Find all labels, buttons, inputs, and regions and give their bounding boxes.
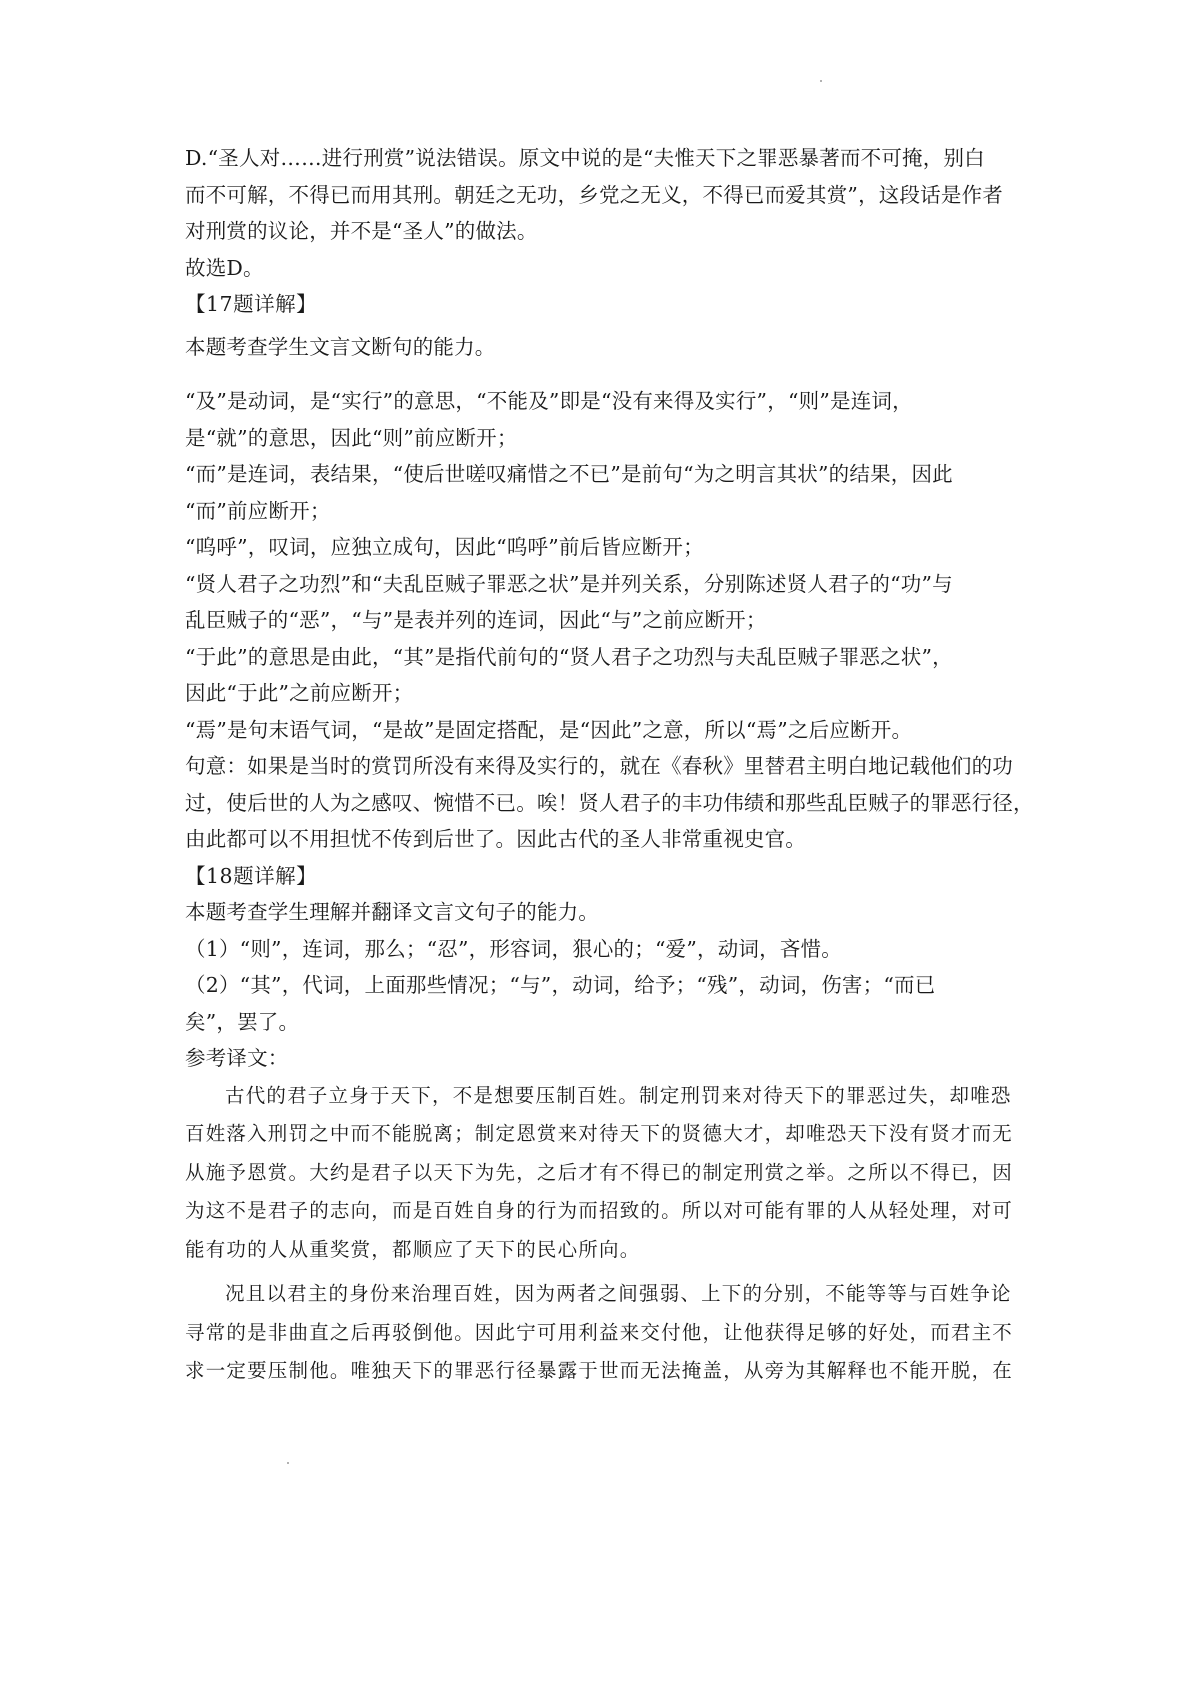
q18-section bbox=[185, 858, 1025, 1041]
text-line: （2）“其”，代词，上面那些情况；“与”，动词，给予；“残”，动词，伤害；“而已 bbox=[185, 973, 936, 997]
text-line: 对刑赏的议论，并不是“圣人”的做法。 bbox=[185, 219, 538, 243]
text-line: “而”是连词，表结果，“使后世嗟叹痛惜之不已”是前句“为之明言其状”的结果，因此 bbox=[185, 462, 953, 486]
text-line: 为这不是君子的志向，而是百姓自身的行为而招致的。所以对可能有罪的人从轻处理，对可 bbox=[185, 1199, 1014, 1222]
text-line: “及”是动词，是“实行”的意思，“不能及”即是“没有来得及实行”，“则”是连词， bbox=[185, 389, 913, 413]
translation-section bbox=[185, 1040, 1025, 1391]
text-line: 乱臣贼子的“恶”，“与”是表并列的连词，因此“与”之前应断开； bbox=[185, 608, 767, 632]
text-line: “而”前应断开； bbox=[185, 498, 331, 523]
text-line: “焉”是句末语气词，“是故”是固定搭配，是“因此”之意，所以“焉”之后应断开。 bbox=[185, 717, 913, 742]
translation-heading: 参考译文： bbox=[185, 1046, 289, 1070]
text-line: 过，使后世的人为之感叹、惋惜不已。唉！贤人君子的丰功伟绩和那些乱臣贼子的罪恶行径， bbox=[185, 790, 1034, 815]
text-line: “于此”的意思是由此，“其”是指代前句的“贤人君子之功烈与夫乱臣贼子罪恶之状”， bbox=[185, 644, 953, 669]
section-intro: 本题考查学生文言文断句的能力。 bbox=[185, 334, 496, 359]
text-line: 由此都可以不用担忧不传到后世了。因此古代的圣人非常重视史官。 bbox=[185, 827, 806, 851]
section-intro: 本题考查学生理解并翻译文言文句子的能力。 bbox=[185, 900, 599, 924]
text-line: 百姓落入刑罚之中而不能脱离；制定恩赏来对待天下的贤德大才，却唯恐天下没有贤才而无 bbox=[185, 1122, 1014, 1145]
text-line: 古代的君子立身于天下，不是想要压制百姓。制定刑罚来对待天下的罪恶过失，却唯恐 bbox=[225, 1083, 1012, 1107]
text-line: 求一定要压制他。唯独天下的罪恶行径暴露于世而无法掩盖，从旁为其解释也不能开脱，在 bbox=[185, 1359, 1014, 1382]
option-d-analysis bbox=[185, 140, 1025, 286]
translation-paragraph-2 bbox=[185, 1275, 1025, 1391]
text-line: 能有功的人从重奖赏，都顺应了天下的民心所向。 bbox=[185, 1237, 641, 1261]
text-line: 况且以君主的身份来治理百姓，因为两者之间强弱、上下的分别，不能等等与百姓争论 bbox=[225, 1282, 1012, 1305]
translation-paragraph-1 bbox=[185, 1077, 1025, 1270]
text-line: “呜呼”，叹词，应独立成句，因此“呜呼”前后皆应断开； bbox=[185, 535, 704, 559]
text-line: 从施予恩赏。大约是君子以天下为先，之后才有不得已的制定刑赏之举。之所以不得已，因 bbox=[185, 1160, 1014, 1184]
scan-speck bbox=[287, 1462, 289, 1464]
text-line: “贤人君子之功烈”和“夫乱臣贼子罪恶之状”是并列关系，分别陈述贤人君子的“功”与 bbox=[185, 571, 953, 596]
text-line: 句意：如果是当时的赏罚所没有来得及实行的，就在《春秋》里替君主明白地记载他们的功 bbox=[185, 754, 1013, 778]
section-heading: 【17题详解】 bbox=[185, 292, 318, 316]
section-heading: 【18题详解】 bbox=[185, 863, 318, 888]
text-line: （1）“则”，连词，那么；“忍”，形容词，狠心的；“爱”，动词，吝惜。 bbox=[185, 936, 842, 961]
document-body bbox=[185, 140, 1034, 1391]
text-line: 寻常的是非曲直之后再驳倒他。因此宁可用利益来交付他，让他获得足够的好处，而君主不 bbox=[185, 1320, 1014, 1344]
answer-line: 故选D。 bbox=[185, 255, 264, 280]
text-line: D.“圣人对……进行刑赏”说法错误。原文中说的是“夫惟天下之罪恶暴著而不可掩，别白 bbox=[185, 146, 985, 170]
text-line: 而不可解，不得已而用其刑。朝廷之无功，乡党之无义，不得已而爱其赏”，这段话是作者 bbox=[185, 182, 1003, 207]
q17-section bbox=[185, 286, 1034, 858]
scan-speck bbox=[820, 80, 822, 82]
text-line: 是“就”的意思，因此“则”前应断开； bbox=[185, 425, 518, 450]
text-line: 因此“于此”之前应断开； bbox=[185, 681, 414, 705]
text-line: 矣”，罢了。 bbox=[185, 1009, 300, 1034]
